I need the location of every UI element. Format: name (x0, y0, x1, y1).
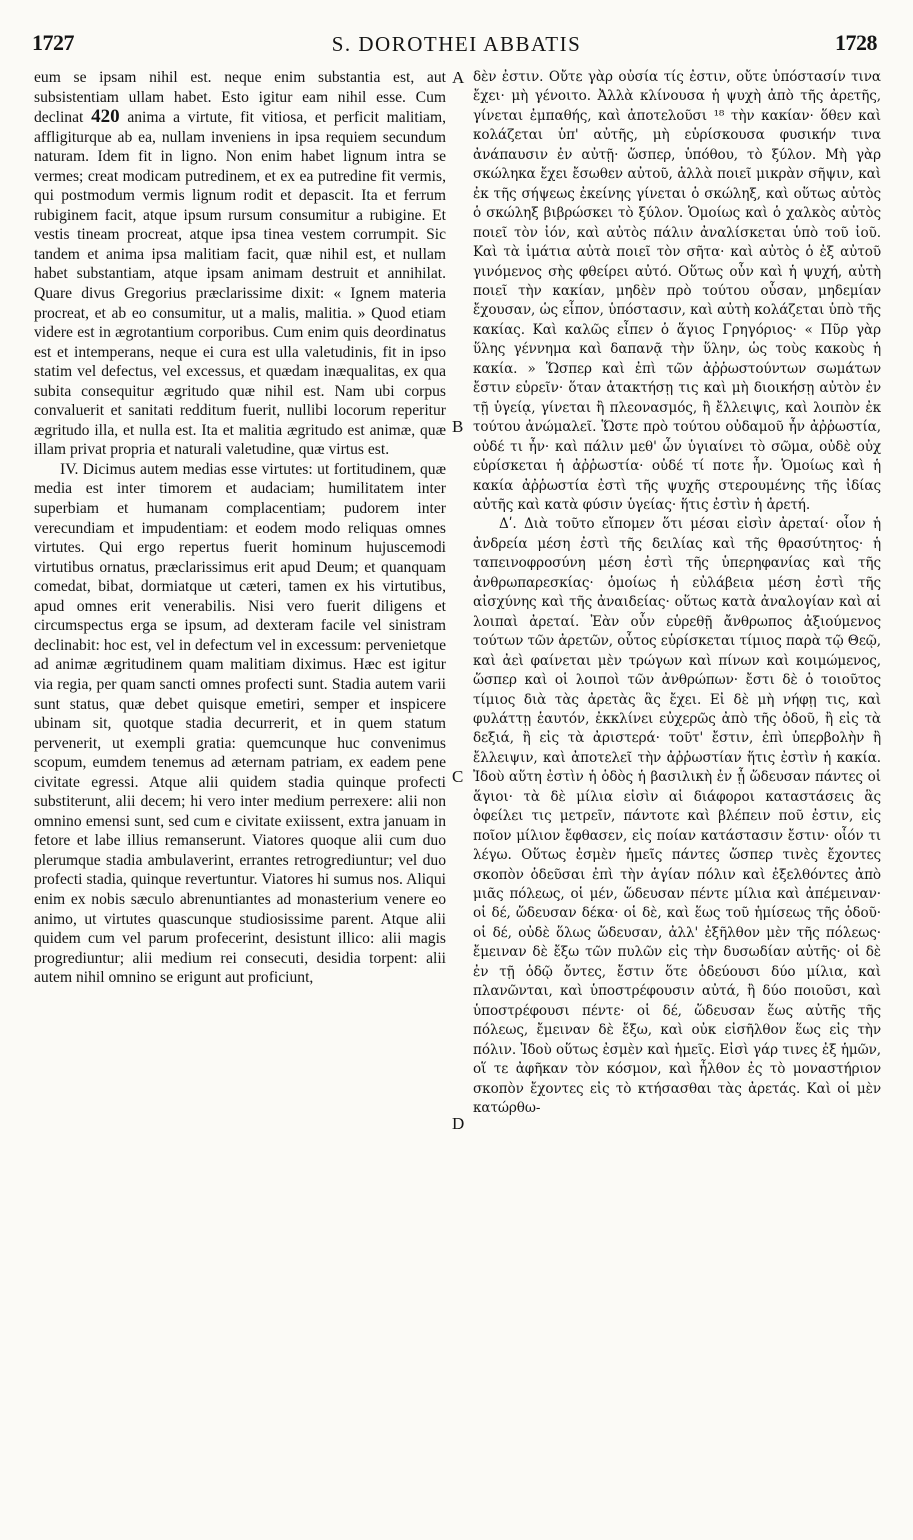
latin-paragraph-1 (34, 68, 446, 460)
greek-paragraph-2: Δʹ. Διὰ τοῦτο εἴπομεν ὅτι μέσαι εἰσὶν ἀρεταί· οἷον ἡ ἀνδρεία μέση ἐστὶ τῆς δειλίας καὶ τῆς θρασύτητος· ἡ ταπεινοφροσύνη μέση ἐστὶ τῆς ὑπερηφανίας καὶ τῆς ἀνθρωπαρεσκίας· ὁμοίως ἡ εὐλάβεια μέση ἐστὶ τῆς αἰσχύνης καὶ τῆς ἀναιδείας· οὕτως κατὰ ἀναλογίαν καὶ αἱ λοιπαὶ ἀρεταί. Ἐὰν οὖν εὑρεθῇ ἄνθρωπος ἀξιούμενος τούτων τῶν ἀρετῶν, οὗτος εὑρίσκεται τίμιος παρὰ τῷ Θεῷ, καὶ ἀεὶ φαίνεται μὲν τρώγων καὶ πίνων καὶ κοιμώμενος, ὥσπερ καὶ οἱ λοιποὶ τῶν ἀνθρώπων· ἔστι δὲ ὁ τοιοῦτος τίμιος διὰ τὰς ἀρετὰς ἃς ἔχει. Εἰ δὲ μὴ νήφῃ τις, καὶ φυλάττῃ ἑαυτόν, ἐκκλίνει εὐχερῶς ἀπὸ τῆς ὁδοῦ, ἢ εἰς τὰ δεξιά, ἢ εἰς τὰ ἀριστερά· τοῦτ' ἔστιν, ἐπὶ ὑπερβολὴν ἢ ἔλλειψιν, καὶ ἀποτελεῖ τὴν ἀῤῥωστίαν ἥτις ἐστὶν ἡ κακία. Ἰδοὺ αὕτη ἐστὶν ἡ ὁδὸς ἡ βασιλικὴ ἐν ᾗ ὥδευσαν πάντες οἱ ἅγιοι· τὰ δὲ μίλια εἰσὶν αἱ διάφοροι καταστάσεις ἃς ὀφείλει τις μετρεῖν, πάντοτε καὶ βλέπειν ποῦ ἐστιν, εἰς ποῖον μίλιον ἔφθασεν, εἰς ποίαν κατάστασιν ἔστιν· οἷόν τι λέγω. Οὕτως ἐσμὲν ἡμεῖς πάντες ὥσπερ τινὲς ἔχοντες σκοπὸν ὁδεῦσαι ἐπὶ τὴν ἁγίαν πόλιν καὶ ἐξελθόντες ἀπὸ μιᾶς πόλεως, οἱ μέν, ὥδευσαν πέντε μίλια καὶ ἀπέμειναν· οἱ δέ, ὥδευσαν δέκα· οἱ δὲ, καὶ ἕως τοῦ ἡμίσεως τῆς ὁδοῦ· οἱ δέ, οὐδὲ ὅλως ὥδευσαν, ἀλλ' ἐξῆλθον μὲν τῆς πόλεως· ἔμειναν δὲ ἔξω τῶν πυλῶν εἰς τὴν δυσωδίαν αὐτῆς· οἱ δὲ ἐν τῇ ὁδῷ ὄντες, ἔστιν ὅτε ὁδεύουσι δύο μίλια, καὶ πλανῶνται, καὶ ὑποστρέφουσιν αὐτά, ἢ δύο ποιοῦσι, καὶ ὑποστρέφουσι πέντε· οἱ δέ, ὥδευσαν ἕως αὐτῆς τῆς πόλεως, ἔμειναν δὲ ἔξω, καὶ οὐκ εἰσῆλθον ἕως εἰς τὴν πόλιν. Ἰδοὺ οὕτως ἐσμὲν καὶ ἡμεῖς. Εἰσὶ γάρ τινες ἐξ ἡμῶν, οἵ τε ἀφῆκαν τὸν κόσμον, καὶ ἦλθον ἐς τὸ μοναστήριον σκοπὸν ἔχοντες εἰς τὸ κτήσασθαι τὰς ἀρετάς. Καὶ οἱ μὲν κατώρθω- (473, 516, 881, 1117)
column-number-right: 1728 (835, 30, 877, 55)
margin-letter-a: A (452, 68, 465, 87)
greek-paragraph-1: δὲν ἐστιν. Οὔτε γὰρ οὐσία τίς ἐστιν, οὔτε ὑπόστασίν τινα ἔχει· μὴ γένοιτο. Ἀλλὰ κλίνουσα ἡ ψυχὴ ἀπὸ τῆς ἀρετῆς, γίνεται ἐμπαθής, καὶ ἀποτελοῦσι ¹⁸ τὴν κακίαν· ὅθεν καὶ κολάζεται ὑπ' αὐτῆς, μὴ εὑρίσκουσα φυσικήν τινα ἀνάπαυσιν ἐν αὐτῇ· ὥσπερ, ὑπόθου, τὸ ξύλον. Μὴ γὰρ σκώληκα ἔχει ἔσωθεν αὐτοῦ, ἀλλὰ ποιεῖ μικρὰν σῆψιν, καὶ ἐκ τῆς σήψεως ἐκείνης γίνεται ὁ σκώληξ, καὶ οὕτως αὐτὸς ὁ σκώληξ βιβρώσκει τὸ ξύλον. Ὁμοίως καὶ ὁ χαλκὸς αὐτὸς ποιεῖ τὸν ἰόν, καὶ αὐτὸς πάλιν ἀναλίσκεται ὑπὸ τοῦ ἰοῦ. Καὶ τὰ ἱμάτια αὐτὰ ποιεῖ τὸν σῆτα· καὶ αὐτὸς ὁ ἐξ αὐτοῦ γινόμενος σὴς φθείρει αὐτό. Οὕτως οὖν καὶ ἡ ψυχή, αὐτὴ ποιεῖ τὴν κακίαν, μηδὲν πρὸ τούτου οὖσαν, μηδεμίαν ἔχουσαν, ὡς εἶπον, ὑπόστασιν, καὶ αὐτὴ κολάζεται ὑπὸ τῆς κακίας. Καὶ καλῶς εἶπεν ὁ ἅγιος Γρηγόριος· « Πῦρ γὰρ ὕλης γέννημα καὶ δαπανᾷ τὴν ὕλην, ὡς τοὺς κακοὺς ἡ κακία. » Ὥσπερ καὶ ἐπὶ τῶν ἀῤῥωστούντων σωμάτων ἔστιν εὑρεῖν· ὅταν ἀτακτήσῃ τις καὶ μὴ διοικήσῃ αὐτὸν ἐν τῇ ὑγείᾳ, γίνεται ἢ πλεονασμός, ἢ ἔλλειψις, καὶ λοιπὸν ἐκ τούτου ἀνώμαλεῖ. Ὥστε πρὸ τούτου οὐδαμοῦ ἦν ἀῤῥωστία, οὐδέ τι ἦν· καὶ πάλιν μεθ' ὧν ὑγιαίνει τὸ σῶμα, οὐδὲ οὐχ εὑρίσκεται ἡ ἀῤῥωστία· οὐδέ τί ποτε ἦν. Ὁμοίως καὶ ἡ κακία ἀῤῥωστία ἐστὶ τῆς ψυχῆς στερουμένης τῆς ἰδίας αὐτῆς καὶ κατὰ φύσιν ὑγείας· ἥτις ἐστὶν ἡ ἀρετή. (473, 69, 881, 513)
latin-column (34, 68, 446, 988)
latin-paragraph-1-text-b: anima a virtute, fit vitiosa, et perficit malitiam, affligiturque ab ea, nullam inveniens in ipsa requiem secundum naturam. Idem fit in ligno. Non enim habet lignum intra se vermes; creat modicam putredinem, et ex ea putredine fit vermis, qui postmodum vermis lignum rodit et depascit. Ita et ferrum rubiginem facit, atque ipsum rursum consumitur a rubigine. Et vestis tineam procreat, atque ipsa tinea vestem corrumpit. Sic tandem et anima ipsa malitiam facit, quæ nihil est, et nullam habet substantiam, atque ipsam animam destruit et annihilat. Quare divus Gregorius præclarissime dixit: « Ignem materia procreat, et ab eo consumitur, ut a malis, malitia. » Quod etiam videre est in ægrotantium corporibus. Cum enim quis deordinatus est et intemperans, neque ei cura est ulla valetudinis, fit in ipso statim vel defectus, vel excessus, et quædam inæqualitas, ex qua subita consequitur ægritudo quæ nihil est. Nam ubi corpus convaluerit et sanitati redditum fuerit, nullibi locorum reperitur ægritudo illa, et nulla est. Ita et malitia ægritudo est animæ, quæ illam privat propria et naturali valetudine, quæ virtus est. (34, 109, 446, 459)
page-header (0, 0, 913, 60)
greek-column (473, 68, 881, 1118)
page-marker: 420 (91, 106, 120, 128)
margin-letter-d: D (452, 1114, 465, 1133)
running-title: S. DOROTHEI ABBATIS (331, 32, 582, 56)
column-number-left: 1727 (32, 30, 74, 55)
margin-letter-b: B (452, 417, 464, 436)
margin-letter-c: C (452, 767, 464, 786)
latin-paragraph-2: IV. Dicimus autem medias esse virtutes: ut fortitudinem, quæ media est inter timorem et audaciam; humilitatem inter superbiam et humanam complacentiam; pudorem inter verecundiam et impudentiam: et eodem modo reliquas omnes virtutes. Qui ergo repertus fuerit hominum hujuscemodi virtutibus ornatus, præclarissimus erit apud Deum; et quanquam comedat, bibat, dormiatque ut cæteri, tamen ex his virtutibus, apud omnes erit venerabilis. Nisi vero fuerit diligens et circumspectus erga se ipsum, ad dexteram facile vel sinistram declinabit: hoc est, vel in defectum vel in excessum: pervenietque ad animæ ægritudinem quam malitiam diximus. Hæc est igitur via regia, per quam sancti omnes profecti sunt. Stadia autem varii sunt status, quæ debet quisque emetiri, semper et inspicere ubinam sit, quotque stadia decurrerit, et in quem statum pervenerit, ut exempli gratia: quemcunque huc convenimus scopum, eumdem tenemus ad æternam patriam, ex eadem pene civitate egressi. Atque alii quidem stadia quinque profecti substiterunt, alii decem; hi vero inter medium perrexere: alii non omnino emensi sunt, sed cum e civitate exiissent, extra januam in fetore et labe illius remanserunt. Viatores quoque alii cum duo plerumque stadia ambulaverint, errantes retrogrediuntur; vel duo profecti stadia, quinque revertuntur. Viatores hi sumus nos. Aliqui enim ex nobis sæculo abrenuntiantes ad monasterium venere eo animo, ut virtutes quascunque studiosissime parent. Atque alii quidem cum vel parum profecerint, desistunt illico: alii magis progrediuntur; alii medium rei consecuti, desidia torpent: alii autem nihil omnino se erigunt aut proficiunt, (34, 460, 446, 987)
latin-paragraph-1-text-a: eum se ipsam nihil est. neque enim substantia est, aut subsistentiam ullam habet. Esto igitur eam nihil esse. Cum declinat (34, 69, 446, 127)
